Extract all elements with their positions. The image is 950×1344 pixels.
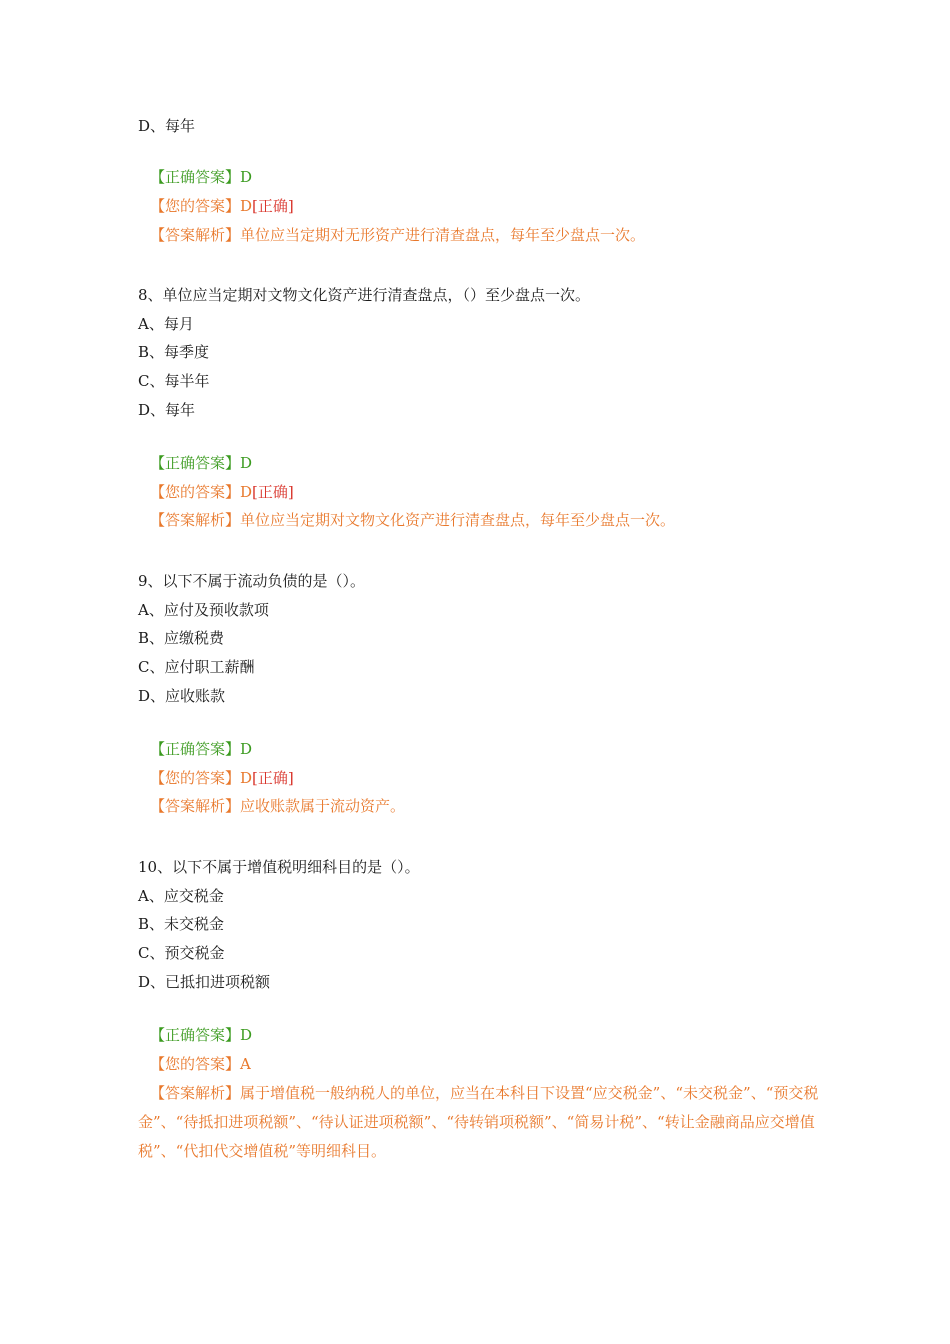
option-b: B、每季度	[138, 343, 210, 361]
option-c: C、每半年	[138, 372, 210, 390]
your-answer-row	[150, 1054, 251, 1074]
explanation-text: 属于增值税一般纳税人的单位，应当在本科目下设置“应交税金”、“未交税金”、“预交税金”、“待抵扣进项税额”、“待认证进项税额”、“待转销项税额”、“简易计税”、“转让金融商品应交增值税”、“代扣代交增值税”等明细科目。	[138, 1084, 819, 1160]
question-stem: 10、以下不属于增值税明细科目的是（）。	[138, 858, 420, 876]
option-c: C、应付职工薪酬	[138, 658, 255, 676]
option-d: D、每年	[138, 117, 196, 135]
explanation-row	[150, 510, 675, 530]
your-answer-status: [正确]	[252, 769, 294, 787]
your-answer-label: 【您的答案】	[150, 197, 241, 215]
explanation-label: 【答案解析】	[150, 511, 241, 529]
correct-answer-label: 【正确答案】	[150, 168, 241, 186]
option-a: A、应交税金	[138, 887, 224, 905]
your-answer-status: [正确]	[252, 197, 294, 215]
option-b: B、应缴税费	[138, 629, 225, 647]
explanation-text: 应收账款属于流动资产。	[240, 797, 406, 815]
your-answer-value: D	[240, 483, 253, 501]
explanation-label: 【答案解析】	[150, 226, 241, 244]
your-answer-label: 【您的答案】	[150, 1055, 241, 1073]
correct-answer-value: D	[240, 740, 253, 758]
explanation-label: 【答案解析】	[150, 797, 241, 815]
correct-answer-value: D	[240, 1026, 253, 1044]
your-answer-row	[150, 196, 294, 216]
explanation-text: 单位应当定期对文物文化资产进行清查盘点，每年至少盘点一次。	[240, 511, 676, 529]
option-b: B、未交税金	[138, 915, 225, 933]
your-answer-label: 【您的答案】	[150, 769, 241, 787]
option-d: D、每年	[138, 401, 196, 419]
correct-answer-value: D	[240, 168, 253, 186]
correct-answer-label: 【正确答案】	[150, 1026, 241, 1044]
explanation-row	[150, 225, 645, 245]
option-c: C、预交税金	[138, 944, 225, 962]
correct-answer-label: 【正确答案】	[150, 454, 241, 472]
correct-answer-label: 【正确答案】	[150, 740, 241, 758]
explanation-row	[138, 1079, 828, 1166]
option-d: D、应收账款	[138, 687, 226, 705]
correct-answer-row	[150, 1025, 252, 1045]
your-answer-row	[150, 768, 294, 788]
your-answer-row	[150, 482, 294, 502]
correct-answer-row	[150, 739, 252, 759]
your-answer-value: D	[240, 769, 253, 787]
option-a: A、应付及预收款项	[138, 601, 269, 619]
correct-answer-row	[150, 167, 252, 187]
question-stem: 9、以下不属于流动负债的是（）。	[138, 572, 366, 590]
explanation-row	[150, 796, 405, 816]
your-answer-status: [正确]	[252, 483, 294, 501]
explanation-label: 【答案解析】	[150, 1084, 241, 1102]
option-a: A、每月	[138, 315, 194, 333]
correct-answer-value: D	[240, 454, 253, 472]
your-answer-label: 【您的答案】	[150, 483, 241, 501]
correct-answer-row	[150, 453, 252, 473]
explanation-text: 单位应当定期对无形资产进行清查盘点，每年至少盘点一次。	[240, 226, 646, 244]
your-answer-value: A	[240, 1055, 251, 1073]
question-stem: 8、单位应当定期对文物文化资产进行清查盘点，（）至少盘点一次。	[138, 286, 591, 304]
option-d: D、已抵扣进项税额	[138, 973, 271, 991]
your-answer-value: D	[240, 197, 253, 215]
